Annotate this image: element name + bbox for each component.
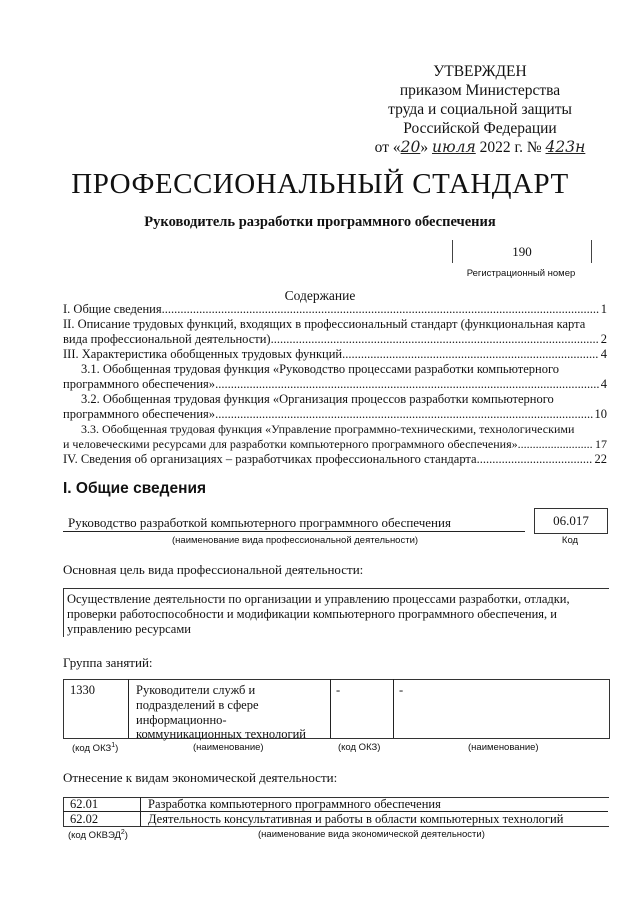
table-of-contents [63, 302, 607, 467]
okved-name-2: Деятельность консультативная и работы в области компьютерных технологий [148, 812, 564, 826]
page-title: ПРОФЕССИОНАЛЬНЫЙ СТАНДАРТ [71, 168, 569, 200]
toc-item-cont[interactable]: программного обеспечения» ..... 4 [63, 377, 607, 392]
registration-number-box: 190 [452, 240, 592, 263]
approval-line-4: Российской Федерации [403, 120, 557, 137]
toc-item-cont[interactable]: и человеческими ресурсами для разработки компьютерного программного обеспечения» ..... 17 [63, 437, 607, 452]
divider [63, 531, 525, 532]
caption-okved-code: (код ОКВЭД$^2$) [68, 829, 128, 842]
caption-name: (наименование) [193, 742, 264, 753]
approval-month: июля [431, 138, 476, 156]
registration-label: Регистрационный номер [466, 268, 576, 279]
approval-line-1: УТВЕРЖДЕН [433, 63, 527, 80]
toc-item[interactable]: II. Описание трудовых функций, входящих в профессиональный стандарт (функциональная карта [63, 317, 586, 331]
goal-label: Основная цель вида профессиональной деятельности: [63, 562, 364, 577]
goal-text-3: управлению ресурсами [67, 622, 191, 636]
caption-okz-code-2: (код ОКЗ) [338, 742, 381, 753]
page-subtitle: Руководитель разработки программного обеспечения [144, 214, 496, 230]
toc-item[interactable]: 3.3. Обобщенная трудовая функция «Управление программно-техническими, технологическими [81, 422, 575, 436]
toc-item[interactable]: III. Характеристика обобщенных трудовых функций ..... 4 [63, 347, 607, 362]
approval-line-3: труда и социальной защиты [388, 101, 572, 118]
toc-item[interactable]: I. Общие сведения ..... 1 [63, 302, 607, 317]
goal-text-2: проверки работоспособности и модификации компьютерного программного обеспечения, и [67, 607, 557, 621]
okved-code-1: 62.01 [70, 797, 99, 811]
approval-day: 20 [400, 138, 421, 156]
occupation-name-1: Руководители служб и [136, 683, 256, 697]
goal-text-1: Осуществление деятельности по организации и управлению процессами разработки, отладки, [67, 592, 570, 606]
occupation-name-2: - [399, 683, 404, 697]
caption-okz-code: (код ОКЗ$^1$) [72, 742, 119, 755]
caption-name-2: (наименование) [468, 742, 539, 753]
okz-code-1: 1330 [70, 683, 95, 697]
toc-item[interactable]: 3.1. Обобщенная трудовая функция «Руководство процессами разработки компьютерного [81, 362, 560, 376]
okved-name-1: Разработка компьютерного программного обеспечения [148, 797, 441, 811]
approval-line-2: приказом Министерства [399, 82, 561, 99]
group-label: Группа занятий: [63, 655, 153, 670]
okz-code-2: - [336, 683, 341, 697]
toc-item-cont[interactable]: программного обеспечения» ..... 10 [63, 407, 607, 422]
caption-okved-name: (наименование вида экономической деятельности) [258, 829, 485, 840]
code-label: Код [561, 535, 579, 546]
approval-date-line: от «20» июля 2022 г. № 423н [374, 138, 586, 156]
toc-item[interactable]: 3.2. Обобщенная трудовая функция «Организация процессов разработки компьютерного [81, 392, 554, 406]
activity-code: 06.017 [534, 508, 608, 534]
econ-label: Отнесение к видам экономической деятельности: [63, 770, 338, 785]
activity-caption: (наименование вида профессиональной деятельности) [172, 535, 419, 546]
toc-title: Содержание [284, 288, 356, 303]
toc-item-cont[interactable]: вида профессиональной деятельности) ..... 2 [63, 332, 607, 347]
approval-block [360, 62, 600, 157]
okved-code-2: 62.02 [70, 812, 99, 826]
approval-order-number: 423н [545, 138, 586, 156]
section-heading: I. Общие сведения [63, 480, 207, 497]
activity-name: Руководство разработкой компьютерного программного обеспечения [68, 515, 451, 530]
toc-item[interactable]: IV. Сведения об организациях – разработчиках профессионального стандарта ..... 22 [63, 452, 607, 467]
